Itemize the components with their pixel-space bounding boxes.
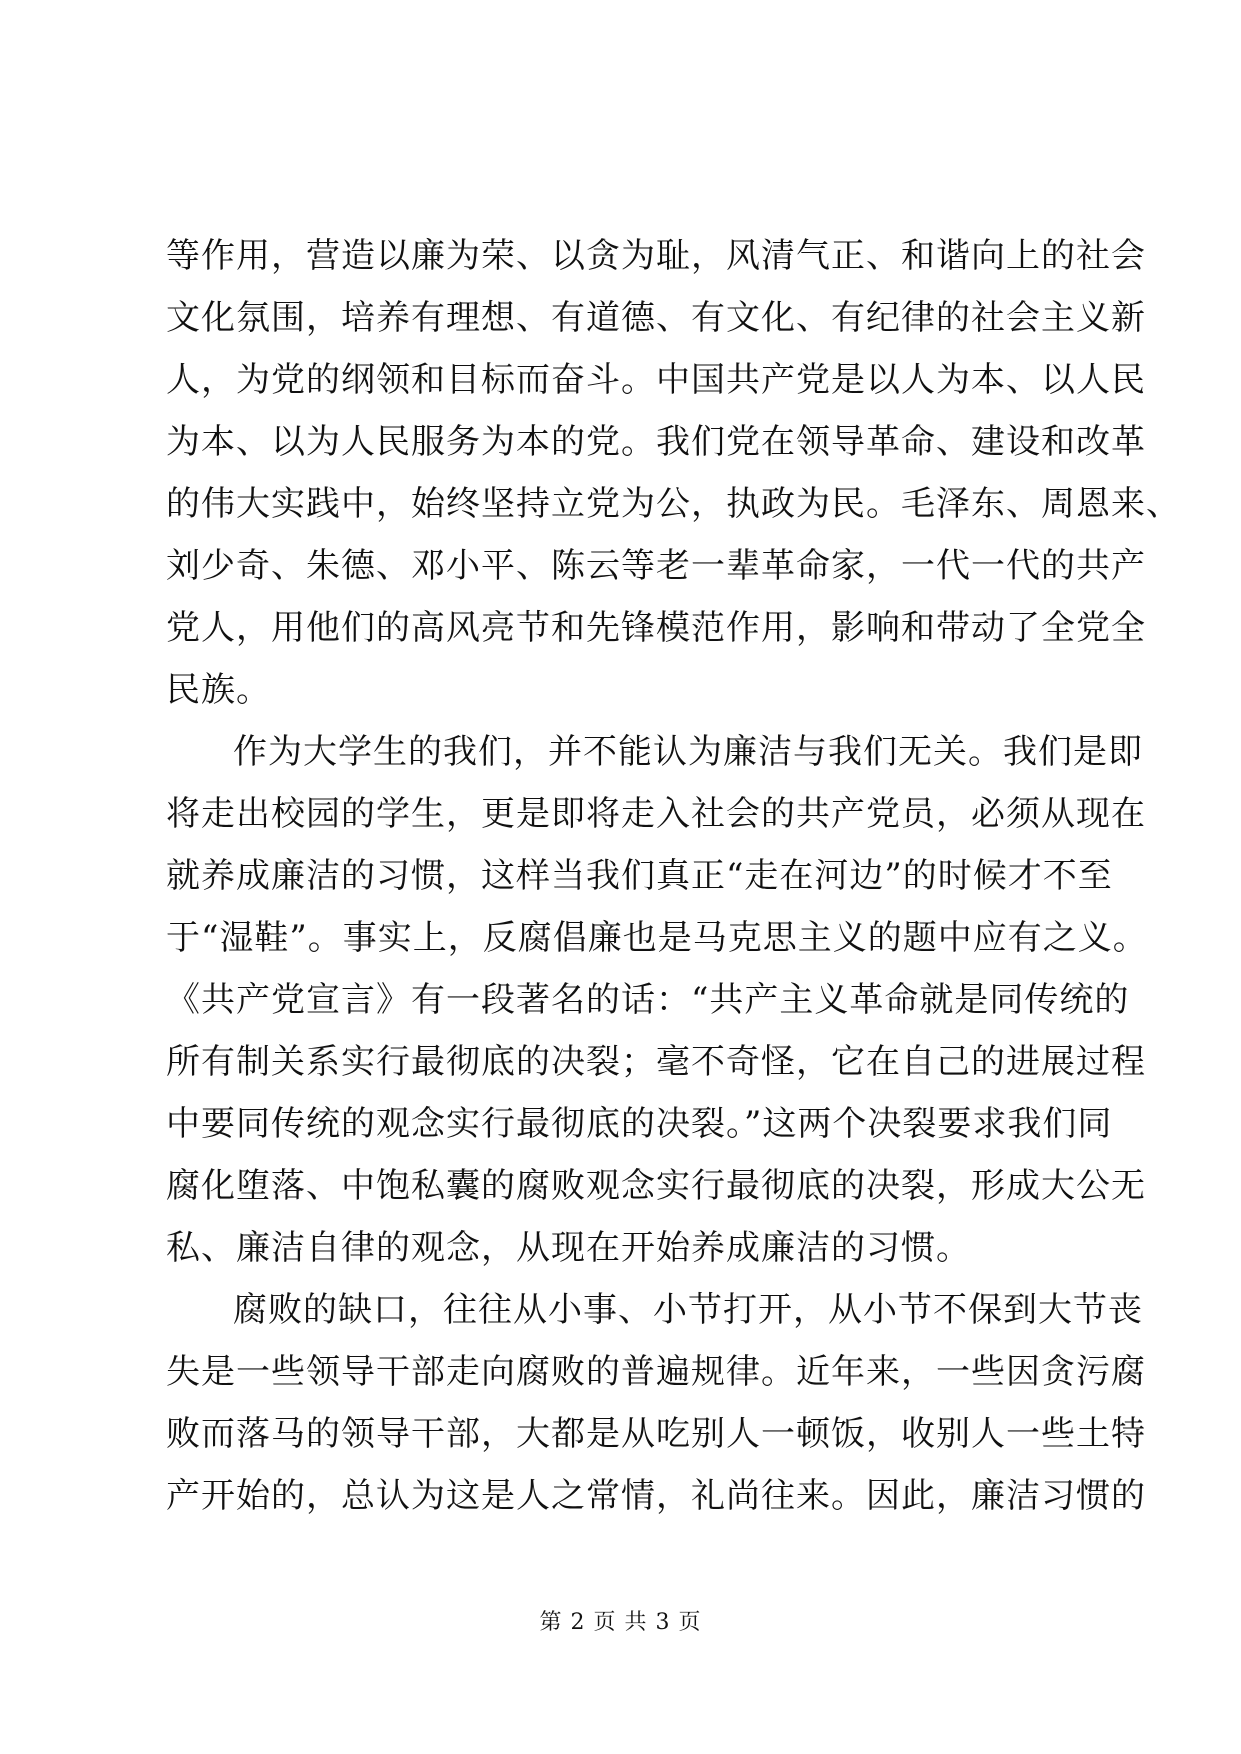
text-line: 党人，用他们的高风亮节和先锋模范作用，影响和带动了全党全 [166,608,1146,648]
text-line: 将走出校园的学生，更是即将走入社会的共产党员，必须从现在 [166,794,1146,834]
paragraph-start-line: 腐败的缺口，往往从小事、小节打开，从小节不保到大节丧 [233,1290,1143,1330]
text-line: 的伟大实践中，始终坚持立党为公，执政为民。毛泽东、周恩来、 [166,484,1181,524]
text-line: 《共产党宣言》有一段著名的话：“共产主义革命就是同传统的 [166,980,1130,1020]
text-line: 失是一些领导干部走向腐败的普遍规律。近年来，一些因贪污腐 [166,1352,1146,1392]
text-line: 腐化堕落、中饱私囊的腐败观念实行最彻底的决裂，形成大公无 [166,1166,1146,1206]
text-line: 刘少奇、朱德、邓小平、陈云等老一辈革命家，一代一代的共产 [166,546,1146,586]
text-line: 私、廉洁自律的观念，从现在开始养成廉洁的习惯。 [166,1228,971,1268]
text-line: 所有制关系实行最彻底的决裂；毫不奇怪，它在自己的进展过程 [166,1042,1146,1082]
text-line: 文化氛围，培养有理想、有道德、有文化、有纪律的社会主义新 [166,298,1146,338]
text-line: 民族。 [166,670,271,710]
text-line: 于“湿鞋”。事实上，反腐倡廉也是马克思主义的题中应有之义。 [166,918,1148,958]
text-line: 为本、以为人民服务为本的党。我们党在领导革命、建设和改革 [166,422,1146,462]
text-line: 败而落马的领导干部，大都是从吃别人一顿饭，收别人一些土特 [166,1414,1146,1454]
paragraph-start-line: 作为大学生的我们，并不能认为廉洁与我们无关。我们是即 [233,732,1143,772]
text-line: 产开始的，总认为这是人之常情，礼尚往来。因此，廉洁习惯的 [166,1476,1146,1516]
page-number-footer: 第 2 页 共 3 页 [539,1610,702,1635]
text-line: 等作用，营造以廉为荣、以贪为耻，风清气正、和谐向上的社会 [166,236,1146,276]
text-line: 中要同传统的观念实行最彻底的决裂。”这两个决裂要求我们同 [166,1104,1113,1144]
text-line: 就养成廉洁的习惯，这样当我们真正“走在河边”的时候才不至 [166,856,1113,896]
text-line: 人，为党的纲领和目标而奋斗。中国共产党是以人为本、以人民 [166,360,1146,400]
